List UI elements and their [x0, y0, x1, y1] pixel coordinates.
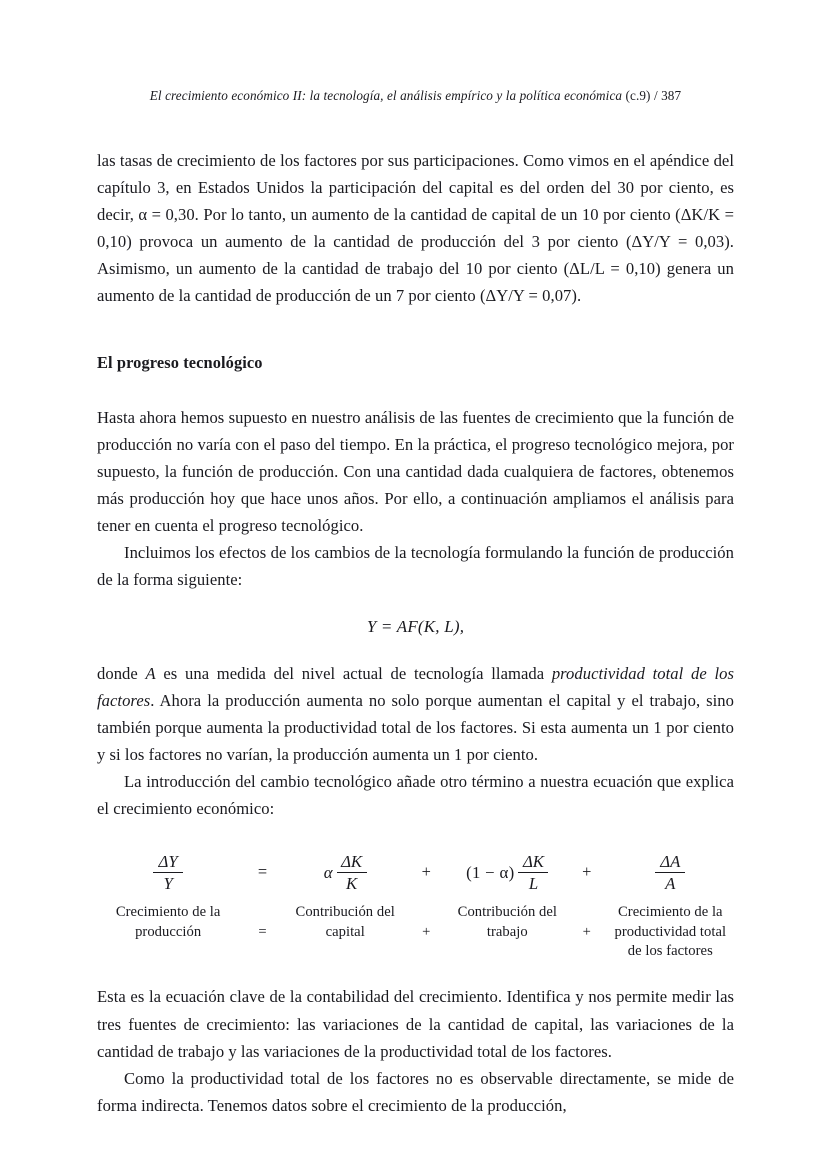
label-line: de los factores [627, 943, 713, 960]
equation-operator-plus-2: + [582, 862, 592, 882]
fraction-delta-k-over-l [518, 853, 548, 894]
paragraph-medicion-indirecta: Como la productividad total de los factores no es observable directamente, se mide de forma indirecta. Tenemos datos sobre el crecimiento de la producción, [97, 1068, 734, 1115]
spacer [97, 594, 734, 616]
running-head-folio [622, 88, 681, 103]
label-line: productividad total [614, 923, 727, 940]
equation-production-function [97, 616, 734, 638]
equation-label-capital-contribution [286, 903, 405, 942]
equation-labels-row [97, 903, 734, 961]
label-line: trabajo [486, 923, 528, 940]
fraction-numerator: ΔK [522, 851, 544, 871]
paragraph-cambio-tecnologico: La introducción del cambio tecnológico añade otro término a nuestra ecuación que explica el crecimiento económico: [97, 772, 734, 819]
paragraph-continuation: las tasas de crecimiento de los factores por sus participaciones. Como vimos en el apéndice del capítulo 3, en Estados Unidos la participación del capital es del orden del 30 por ciento, es decir, α = 0,30. Por lo tanto, un aumento de la cantidad de capital de un 10 por ciento (ΔK/K = 0,10) provoca un aumento de la cantidad de producción del 3 por ciento (ΔY/Y = 0,03). Asimismo, un aumento de la cantidad de trabajo del 10 por ciento (ΔL/L = 0,10) genera un aumento de la cantidad de producción de un 7 por ciento (ΔY/Y = 0,07). [97, 150, 734, 306]
equation-term-labor-contribution [448, 844, 567, 902]
equation-label-output-growth [97, 903, 239, 942]
ptf-term-italic: productividad total de los factores [97, 663, 734, 710]
label-line: Contribución del [295, 904, 395, 921]
fraction-denominator: Y [163, 874, 173, 894]
ptf-text-tail: . Ahora la producción aumenta no solo porque aumentan el capital y el trabajo, sino también porque aumenta la productividad total de los factores. Si esta aumenta un 1 por ciento y si los factores no varían, la producción aumenta un 1 por ciento. [97, 690, 734, 764]
fraction-numerator: ΔY [158, 851, 178, 871]
equation-label-operator-equals: = [258, 923, 267, 940]
equation-label-tfp-growth [607, 903, 734, 961]
equation-term-body [466, 844, 548, 902]
spacer [97, 374, 734, 404]
equation-term-body [324, 844, 367, 902]
paragraph-productividad-total [97, 660, 734, 768]
ptf-variable-a: A [145, 663, 156, 683]
spacer [97, 961, 734, 983]
running-head [97, 88, 734, 104]
label-line: producción [135, 923, 202, 940]
equation-terms-row [97, 844, 734, 902]
equation-term-body [655, 844, 685, 902]
fraction-denominator: K [345, 874, 358, 894]
equation-label-labor-contribution [448, 903, 567, 942]
spacer [97, 822, 734, 844]
fraction-numerator: ΔK [341, 851, 363, 871]
running-head-chapter-ref: (c.9) [625, 88, 651, 103]
fraction-delta-k-over-k [337, 853, 367, 894]
label-line: capital [325, 923, 365, 940]
label-line: Crecimiento de la [618, 904, 723, 921]
fraction-numerator: ΔA [660, 851, 681, 871]
equation-term-output-growth [97, 844, 239, 902]
equation-label-operator-plus-1: + [422, 923, 431, 940]
equation-label-operator-plus-2: + [582, 923, 591, 940]
ptf-text-lead: donde [97, 663, 146, 683]
running-head-page-number: 387 [661, 88, 682, 103]
label-line: Crecimiento de la [115, 904, 221, 921]
fraction-delta-y-over-y [153, 853, 183, 894]
fraction-delta-a-over-a [655, 853, 685, 894]
running-head-title: El crecimiento económico II: la tecnología, el análisis empírico y la política económica [149, 88, 623, 103]
section-heading-progreso-tecnologico: El progreso tecnológico [97, 353, 263, 373]
equation-growth-accounting [97, 844, 734, 961]
equation-production-function-text: Y = AF(K, L), [366, 616, 465, 636]
equation-operator-equals: = [257, 862, 268, 882]
page-content [97, 88, 734, 1119]
coefficient-one-minus-alpha: (1 − α) [466, 863, 515, 883]
equation-operator-plus-1: + [421, 862, 431, 882]
spacer [97, 638, 734, 660]
fraction-denominator: L [528, 874, 539, 894]
running-head-separator: / [653, 88, 658, 103]
label-line: Contribución del [457, 904, 557, 921]
paragraph-funcion-produccion-intro: Incluimos los efectos de los cambios de la tecnología formulando la función de producción de la forma siguiente: [97, 543, 734, 590]
equation-term-capital-contribution [286, 844, 405, 902]
equation-term-tfp-growth [607, 844, 734, 902]
paragraph-progreso-intro: Hasta ahora hemos supuesto en nuestro análisis de las fuentes de crecimiento que la función de producción no varía con el paso del tiempo. En la práctica, el progreso tecnológico mejora, por supuesto, la función de producción. Con una cantidad dada cualquiera de factores, obtenemos más producción hoy que hace unos años. Por ello, a continuación ampliamos el análisis para tener en cuenta el progreso tecnológico. [97, 407, 734, 536]
fraction-denominator: A [665, 874, 676, 894]
equation-term-body [153, 844, 183, 902]
coefficient-alpha: α [323, 863, 333, 883]
spacer [97, 309, 734, 353]
ptf-text-mid: es una medida del nivel actual de tecnología llamada [155, 663, 552, 683]
paragraph-ecuacion-clave: Esta es la ecuación clave de la contabilidad del crecimiento. Identifica y nos permite medir las tres fuentes de crecimiento: las variaciones de la cantidad de capital, las variaciones de la cantidad de trabajo y las variaciones de la productividad total de los factores. [97, 987, 734, 1061]
